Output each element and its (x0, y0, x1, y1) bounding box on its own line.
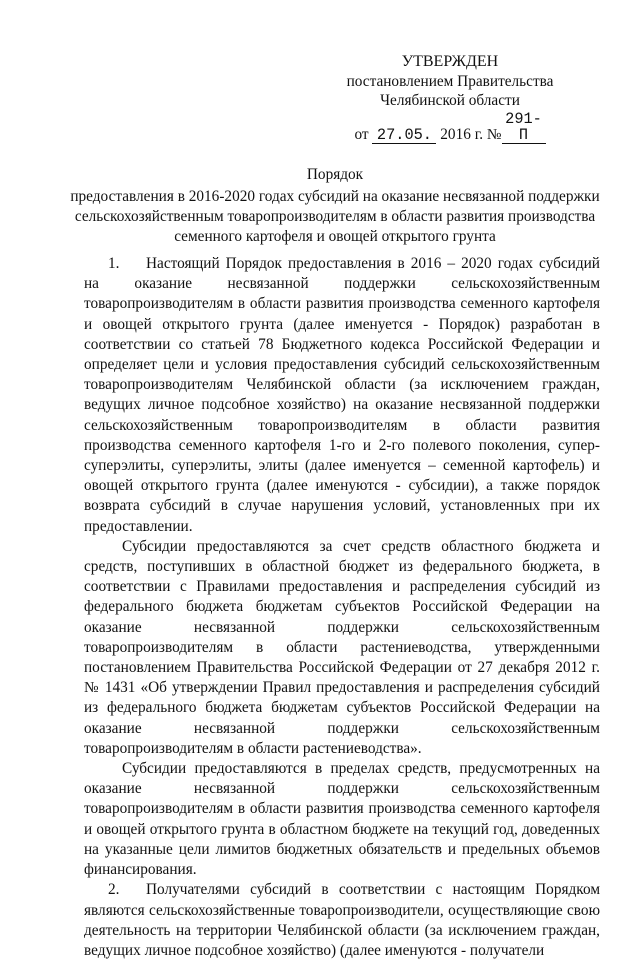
approval-line-1: постановлением Правительства (346, 72, 554, 90)
document-title (70, 165, 600, 247)
paragraph-3 (84, 759, 600, 880)
paragraph-4 (84, 880, 600, 961)
paragraph-1 (84, 254, 600, 537)
paragraph-text: Субсидии предоставляются за счет средств областного бюджета и средств, поступивших в областной бюджет из федерального бюджета, в соответствии с Правилами предоставления и распределения субсидий из федерального бюджета бюджетам субъектов Российской Федерации на оказание несвязанной поддержки сельскохозяйственным товаропроизводителям в области растениеводства, утвержденными постановлением Правительства Российской Федерации от 27 декабря 2012 г. № 1431 «Об утверждении Правил предоставления и распределения субсидий из федерального бюджета бюджетам субъектов Российской Федерации на оказание несвязанной поддержки сельскохозяйственным товаропроизводителям в области растениеводства». (84, 537, 600, 757)
title-heading: Порядок (306, 166, 364, 183)
approval-stamp (300, 52, 600, 144)
paragraph-text: Субсидии предоставляются в пределах средств, предусмотренных на оказание несвязанной поддержки сельскохозяйственным товаропроизводителям в области развития производства семенного картофеля и овощей открытого грунта в областном бюджете на текущий год, доведенных на указанные цели лимитов бюджетных обязательств и предельных объемов финансирования. (84, 760, 600, 879)
paragraph-text: Получателями субсидий в соответствии с настоящим Порядком являются сельскохозяйственные товаропроизводители, осуществляющие свою деятельность на территории Челябинской области (за исключением граждан, ведущих личное подсобное хозяйство) (далее именуются - получатели (84, 881, 600, 959)
document-body (84, 254, 600, 961)
paragraph-number: 2. (108, 881, 120, 899)
date-value: 27.05. (372, 127, 436, 144)
date-prefix: от (354, 125, 369, 143)
document-number: 291-П (502, 111, 546, 144)
approval-heading: УТВЕРЖДЕН (401, 53, 499, 70)
year-text: 2016 г. № (440, 125, 502, 143)
approval-line-2: Челябинской области (380, 92, 520, 109)
paragraph-text: Настоящий Порядок предоставления в 2016 – 2020 годах субсидий на оказание несвязанной поддержки сельскохозяйственным товаропроизводителям в области развития производства семенного картофеля и овощей открытого грунта (далее именуется - Порядок) разработан в соответствии со статьей 78 Бюджетного кодекса Российской Федерации и определяет цели и условия предоставления субсидий сельскохозяйственным товаропроизводителям Челябинской области (за исключением граждан, ведущих личное подсобное хозяйство) на оказание несвязанной поддержки сельскохозяйственным товаропроизводителям в области развития производства семенного картофеля 1-го и 2-го полевого поколения, супер-суперэлиты, суперэлиты, элиты (далее именуется – семенной картофель) и овощей открытого грунта (далее именуются - субсидии), а также порядок возврата субсидий в случае нарушения условий, установленных при их предоставлении. (84, 255, 600, 535)
paragraph-number: 1. (108, 255, 120, 272)
title-subtitle: предоставления в 2016-2020 годах субсидий на оказание несвязанной поддержки сельскохозяйственным товаропроизводителям в области развития производства семенного картофеля и овощей открытого грунта (70, 188, 600, 245)
paragraph-2 (84, 537, 600, 759)
approval-date-line (300, 111, 600, 145)
